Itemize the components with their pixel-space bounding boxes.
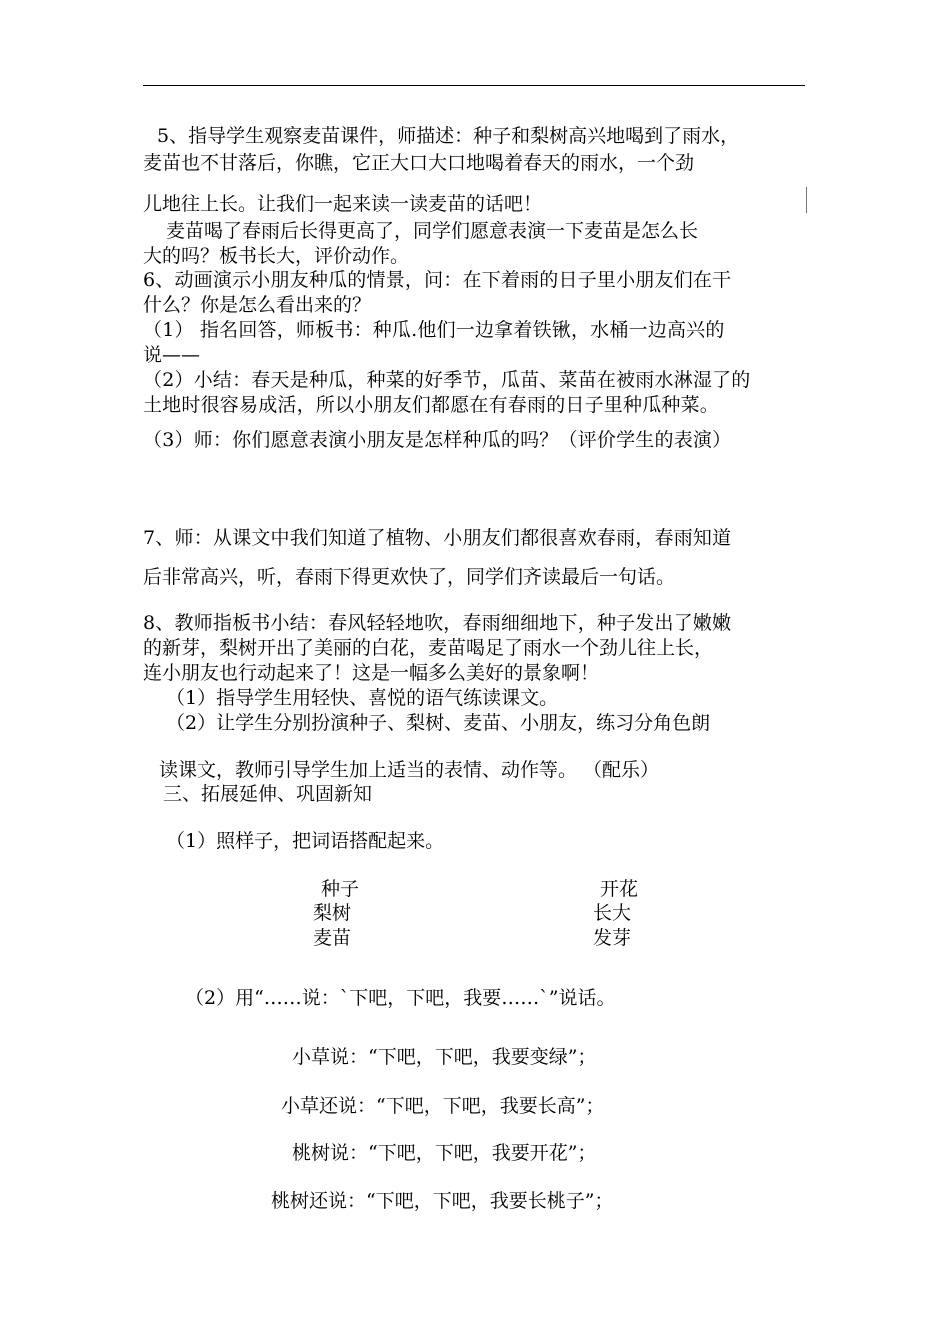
line-8-b: 的新芽，梨树开出了美丽的白花，麦苗喝足了雨水一个劲儿往上长，: [143, 637, 714, 659]
line-5-e: 大的吗？板书长大，评价动作。: [143, 245, 410, 267]
line-8-2-b: 读课文，教师引导学生加上适当的表情、动作等。 （配乐）: [159, 759, 660, 781]
line-6-3: （3）师：你们愿意表演小朋友是怎样种瓜的吗？（评价学生的表演）: [143, 429, 732, 451]
example-sentence-1: 小草说：“下吧，下吧，我要变绿”；: [292, 1046, 597, 1068]
line-6-1-b: 说——: [143, 344, 201, 366]
line-5-d: 麦苗喝了春雨后长得更高了，同学们愿意表演一下麦苗是怎么长: [166, 220, 699, 242]
line-5-b: 麦苗也不甘落后，你瞧，它正大口大口地喝着春天的雨水，一个劲: [143, 152, 695, 174]
exercise-1-instruction: （1）照样子，把词语搭配起来。: [166, 830, 445, 852]
section-3-heading: 三、拓展延伸、巩固新知: [163, 783, 373, 805]
header-rule: [143, 85, 805, 86]
line-7-a: 7、师：从课文中我们知道了植物、小朋友们都很喜欢春雨，春雨知道: [143, 527, 732, 549]
line-5-a: 5、指导学生观察麦苗课件，师描述：种子和梨树高兴地喝到了雨水，: [157, 125, 740, 147]
match-left-2: 梨树: [313, 902, 352, 924]
match-left-1: 种子: [321, 878, 360, 900]
example-sentence-4: 桃树还说：“下吧，下吧，我要长桃子”；: [271, 1190, 614, 1212]
line-6-1-a: （1） 指名回答，师板书：种瓜.他们一边拿着铁锹，水桶一边高兴的: [143, 319, 725, 341]
line-6-a: 6、动画演示小朋友种瓜的情景，问：在下着雨的日子里小朋友们在干: [143, 269, 732, 291]
line-5-c: 儿地往上长。让我们一起来读一读麦苗的话吧！: [143, 193, 543, 215]
line-6-2-b: 土地时很容易成活，所以小朋友们都愿在有春雨的日子里种瓜种菜。: [143, 394, 720, 416]
text-cursor-bar: [806, 187, 807, 213]
line-6-b: 什么？你是怎么看出来的？: [143, 294, 372, 316]
match-right-2: 长大: [593, 902, 632, 924]
example-sentence-2: 小草还说：“下吧，下吧，我要长高”；: [281, 1095, 605, 1117]
match-right-1: 开花: [600, 878, 639, 900]
line-8-2-a: （2）让学生分别扮演种子、梨树、麦苗、小朋友，练习分角色朗: [166, 712, 711, 734]
line-6-2-a: （2）小结：春天是种瓜，种菜的好季节，瓜苗、菜苗在被雨水淋湿了的: [143, 369, 751, 391]
line-8-1: （1）指导学生用轻快、喜悦的语气练读课文。: [166, 687, 559, 709]
line-7-b: 后非常高兴，听，春雨下得更欢快了，同学们齐读最后一句话。: [143, 566, 676, 588]
match-right-3: 发芽: [593, 927, 632, 949]
line-8-c: 连小朋友也行动起来了！这是一幅多么美好的景象啊！: [143, 662, 600, 684]
exercise-2-instruction: （2）用“……说：`下吧，下吧，我要……`”说话。: [185, 987, 616, 1009]
match-left-3: 麦苗: [313, 927, 352, 949]
line-8-a: 8、教师指板书小结：春风轻轻地吹，春雨细细地下，种子发出了嫩嫩: [143, 612, 732, 634]
example-sentence-3: 桃树说：“下吧，下吧，我要开花”；: [292, 1142, 597, 1164]
